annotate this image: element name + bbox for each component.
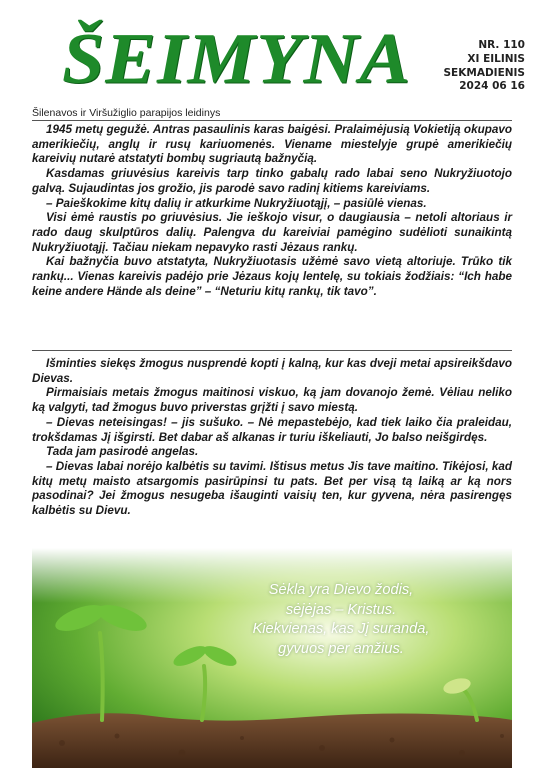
masthead (62, 19, 412, 102)
paragraph: Tada jam pasirodė angelas. (46, 445, 199, 459)
paragraph: Kai bažnyčia buvo atstatyta, Nukryžiuotasis užėmė savo vietą altoriuje. Trūko tik rankų... Vienas kareivis padėjo prie Jėzaus kojų lentelę, su tokiais žodžiais: “Ich habe keine andere Hände als deine” – “Neturiu kitų rankų, tik tavo”. (32, 255, 512, 298)
paragraph: – Paieškokime kitų dalių ir atkurkime Nukryžiuotąjį, – pasiūlė vienas. (46, 196, 427, 210)
quote-line: gyvuos per amžius. (278, 640, 404, 657)
quote-line: Kiekvienas, kas Jį suranda, (252, 621, 430, 637)
issue-date: 2024 06 16 (459, 80, 525, 93)
paragraph: Kasdamas griuvėsius kareivis tarp tinko gabalų rado labai seno Nukryžiuotojo galvą. Sujaudintas jos grožio, jis parodė savo radinį kitiems kareiviams. (32, 167, 512, 195)
issue-info (425, 39, 525, 94)
newsletter-subtitle: Šilenavos ir Viršužiglio parapijos leidinys (32, 107, 221, 119)
paragraph: Visi ėmė raustis po griuvėsius. Jie ieškojo visur, o daugiausia – netoli altoriaus ir rado daug skulptūros dalių. Palengva du kareiviai pamėgino sudėlioti sunaikintą Nukryžiuotąjį. Tačiau niekam nepavyko rasti Jėzaus rankų. (32, 211, 512, 254)
paragraph: Pirmaisiais metais žmogus maitinosi viskuo, ką jam dovanojo žemė. Vėliau neliko ką valgyti, tad žmogus buvo priverstas grįžti į savo miestą. (32, 386, 512, 415)
bible-quote (236, 581, 446, 659)
issue-number: NR. 110 (478, 39, 525, 51)
paragraph: 1945 metų gegužė. Antras pasaulinis karas baigėsi. Pralaimėjusią Vokietiją okupavo amerikiečių, anglų ir rusų kariuomenės. Viename miestelyje grupė amerikiečių kareivių nutarė atstatyti bombų sugriautą bažnyčią. (32, 123, 512, 166)
paragraph: – Dievas labai norėjo kalbėtis su tavimi. Ištisus metus Jis tave maitino. Tikėjosi, kad kitų metų maisto atsargomis pasirūpinsi tu pats. Bet per visą tą laiką ar ką nors pasodinai? Jei žmogus nesugeba išauginti vaisių ten, kur gyvena, nėra pasirengęs kalbėtis su Dievu. (32, 459, 512, 518)
quote-line: sėjėjas – Kristus. (285, 601, 397, 618)
issue-day: SEKMADIENIS (443, 66, 525, 79)
article-hands (32, 123, 512, 299)
newsletter-title: ŠEIMYNA (62, 19, 412, 99)
issue-edition: XI EILINIS (467, 52, 525, 65)
article-wisdom (32, 357, 512, 519)
paragraph: – Dievas neteisingas! – jis sušuko. – Nė mepastebėjo, kad tiek laiko čia praleidau, trokšdamas Jį išgirsti. Bet dabar aš alkanas ir turiu iškeliauti, Jo balso neišgirdęs. (32, 415, 512, 444)
paragraph: Išminties siekęs žmogus nusprendė kopti į kalną, kur kas dveji metai apsireikšdavo Dievas. (32, 357, 512, 385)
section-divider (32, 350, 512, 351)
header-divider (32, 120, 512, 121)
quote-line: Sėkla yra Dievo žodis, (268, 582, 414, 598)
